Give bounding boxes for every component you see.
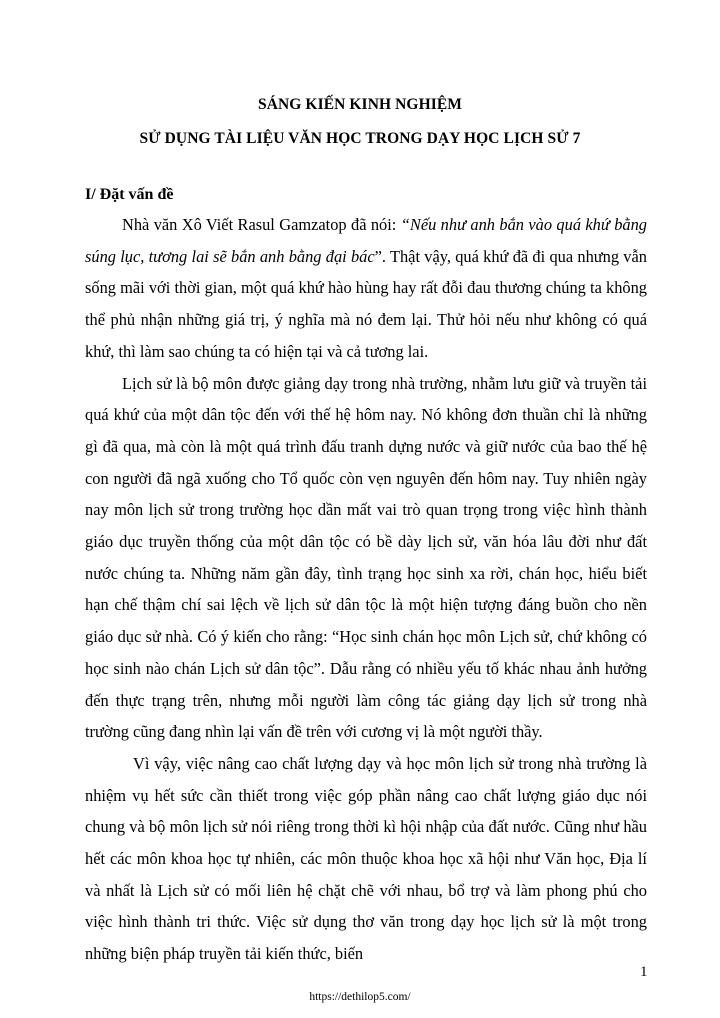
page-number: 1 [640,964,648,980]
paragraph-3: Vì vậy, việc nâng cao chất lượng dạy và học môn lịch sử trong nhà trường là nhiệm vụ hết sức cần thiết trong việc góp phần nâng cao chất lượng giáo dục nói chung và bộ môn lịch sử nói riêng trong thời kì hội nhập của đất nước. Cũng như hầu hết các môn khoa học tự nhiên, các môn thuộc khoa học xã hội như Văn học, Địa lí và nhất là Lịch sử có mối liên hệ chặt chẽ với nhau, bổ trợ và làm phong phú cho việc hình thành tri thức. Việc sử dụng thơ văn trong dạy học lịch sử là một trong những biện pháp truyền tải kiến thức, biến [85,753,647,964]
section-heading: I/ Đặt vấn đề [85,186,174,203]
footer-url: https://dethilop5.com/ [309,991,411,1003]
paragraph-1 [85,209,647,368]
paragraph-2: Lịch sử là bộ môn được giảng dạy trong nhà trường, nhằm lưu giữ và truyền tải quá khứ của một dân tộc đến với thế hệ hôm nay. Nó không đơn thuần chỉ là những gì đã qua, mà còn là một quá trình đấu tranh dựng nước và giữ nước của bao thế hệ con người đã ngã xuống cho Tổ quốc còn vẹn nguyên đến hôm nay. Tuy nhiên ngày nay môn lịch sử trong trường học dần mất vai trò quan trọng trong việc hình thành giáo dục truyền thống của một dân tộc có bề dày lịch sử, văn hóa lâu đời như đất nước chúng ta. Những năm gần đây, tình trạng học sinh xa rời, chán học, hiểu biết hạn chế thậm chí sai lệch về lịch sử dân tộc là một hiện tượng đáng buồn cho nền giáo dục sử nhà. Có ý kiến cho rằng: “Học sinh chán học môn Lịch sử, chứ không có học sinh nào chán Lịch sử dân tộc”. Dẫu rằng có nhiều yếu tố khác nhau ảnh hưởng đến thực trạng trên, nhưng mỗi người làm công tác giảng dạy lịch sử trong nhà trường cũng đang nhìn lại vấn đề trên với cương vị là một người thầy. [85,373,647,742]
paragraph-1-quote: “Nếu như anh bắn vào quá khứ bằng súng lục, tương lai sẽ bắn anh bằng đại bác [85,215,647,266]
document-body [85,209,647,970]
document-subtitle: SỬ DỤNG TÀI LIỆU VĂN HỌC TRONG DẠY HỌC LỊCH SỬ 7 [139,130,581,147]
paragraph-1-intro: Nhà văn Xô Viết Rasul Gamzatop đã nói: [122,215,401,234]
paragraph-1-rest: ”. Thật vậy, quá khứ đã đi qua nhưng vẫn sống mãi với thời gian, một quá khứ hào hùng hay rất đỗi đau thương chúng ta không thể phủ nhận những giá trị, ý nghĩa mà nó đem lại. Thử hỏi nếu như không có quá khứ, thì làm sao chúng ta có hiện tại và cả tương lai. [85,246,647,361]
document-title: SÁNG KIẾN KINH NGHIỆM [257,96,463,113]
